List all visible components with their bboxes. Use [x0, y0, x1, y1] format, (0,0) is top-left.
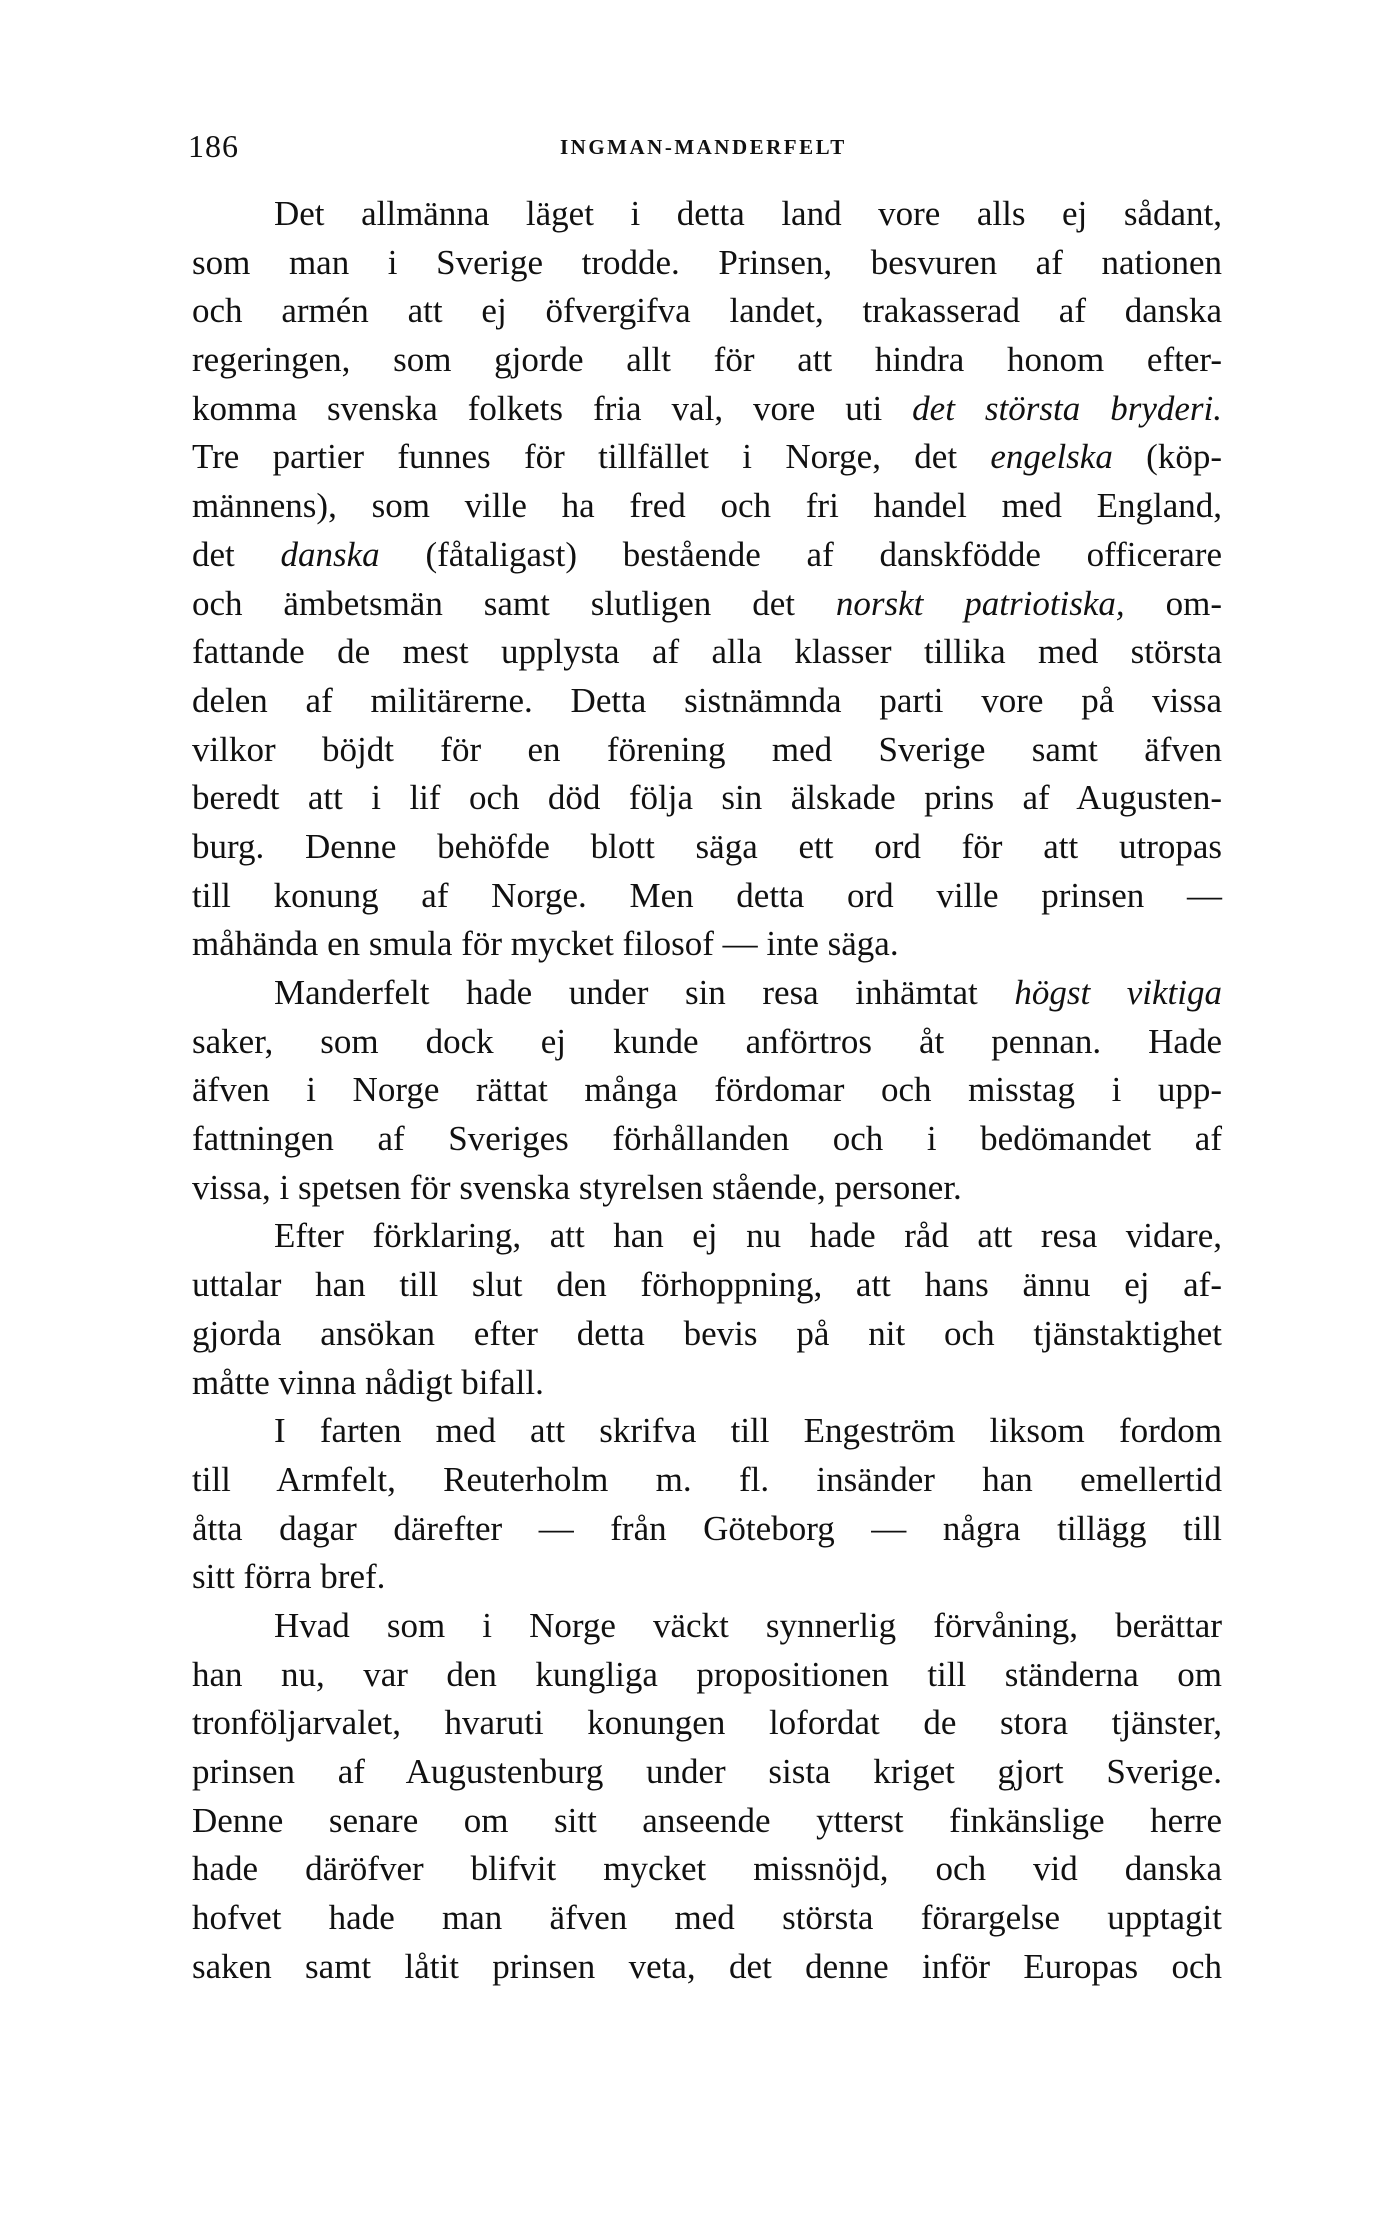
body-text [192, 190, 1222, 1991]
text-line [192, 1261, 1222, 1310]
text-line [192, 1212, 1222, 1261]
text-segment: om- [1124, 583, 1222, 623]
text-line [192, 385, 1222, 434]
text-segment: måhända en smula för mycket filosof — inte säga. [192, 924, 899, 964]
text-line [192, 628, 1222, 677]
text-line [192, 433, 1222, 482]
text-line [192, 1018, 1222, 1067]
text-line [192, 677, 1222, 726]
text-segment: saken samt låtit prinsen veta, det denne inför Europas och [192, 1946, 1222, 1986]
text-line [192, 580, 1222, 629]
text-segment: tronföljarvalet, hvaruti konungen lofordat de stora tjänster, [192, 1703, 1222, 1743]
text-segment: saker, som dock ej kunde anförtros åt pennan. Hade [192, 1021, 1222, 1061]
text-segment: uttalar han till slut den förhoppning, att hans ännu ej af- [192, 1265, 1222, 1305]
italic-text: det största bryderi. [912, 388, 1222, 428]
text-line [192, 1602, 1222, 1651]
text-segment: till Armfelt, Reuterholm m. fl. insänder han emellertid [192, 1459, 1222, 1499]
text-line [192, 1456, 1222, 1505]
text-line [192, 920, 1222, 969]
text-segment: Hvad som i Norge väckt synnerlig förvåning, berättar [274, 1605, 1222, 1645]
text-line [192, 1310, 1222, 1359]
text-segment: Efter förklaring, att han ej nu hade råd att resa vidare, [274, 1216, 1222, 1256]
text-line [192, 336, 1222, 385]
paragraph [192, 1212, 1222, 1407]
text-line [192, 823, 1222, 872]
text-segment: åtta dagar därefter — från Göteborg — några tillägg till [192, 1508, 1222, 1548]
text-segment: hade däröfver blifvit mycket missnöjd, och vid danska [192, 1849, 1222, 1889]
text-line [192, 1115, 1222, 1164]
text-segment: Denne senare om sitt anseende ytterst finkänslige herre [192, 1800, 1222, 1840]
paragraph [192, 1602, 1222, 1992]
paragraph [192, 1407, 1222, 1602]
text-segment: och ämbetsmän samt slutligen det [192, 583, 836, 623]
text-line [192, 1553, 1222, 1602]
text-line [192, 1894, 1222, 1943]
text-segment: och armén att ej öfvergifva landet, trakasserad af danska [192, 291, 1222, 331]
text-segment: som man i Sverige trodde. Prinsen, besvuren af nationen [192, 242, 1222, 282]
text-segment: burg. Denne behöfde blott säga ett ord för att utropas [192, 826, 1222, 866]
text-segment: vissa, i spetsen för svenska styrelsen stående, personer. [192, 1167, 962, 1207]
text-segment: Manderfelt hade under sin resa inhämtat [274, 973, 1015, 1012]
text-segment: (köp- [1112, 437, 1222, 477]
text-segment: det [192, 534, 281, 574]
text-line [192, 1651, 1222, 1700]
text-segment: hofvet hade man äfven med största förargelse upptagit [192, 1898, 1222, 1938]
running-head: INGMAN-MANDERFELT [560, 135, 847, 159]
text-line [192, 1748, 1222, 1797]
italic-text: norskt patriotiska, [835, 583, 1125, 623]
text-segment: regeringen, som gjorde allt för att hindra honom efter- [192, 340, 1222, 380]
text-segment: (fåtaligast) bestående af danskfödde officerare [379, 534, 1222, 574]
text-segment: delen af militärerne. Detta sistnämnda parti vore på vissa [192, 680, 1222, 720]
text-line [192, 287, 1222, 336]
text-segment: han nu, var den kungliga propositionen till ständerna om [192, 1654, 1222, 1694]
text-segment: äfven i Norge rättat många fördomar och misstag i upp- [192, 1070, 1222, 1110]
text-line [192, 969, 1222, 1018]
text-segment: sitt förra bref. [192, 1557, 386, 1597]
text-line [192, 1845, 1222, 1894]
text-line [192, 482, 1222, 531]
text-line [192, 1699, 1222, 1748]
text-segment: männens), som ville ha fred och fri handel med England, [192, 486, 1222, 526]
text-line [192, 1359, 1222, 1408]
text-segment: fattningen af Sveriges förhållanden och i bedömandet af [192, 1119, 1222, 1159]
text-line [192, 1943, 1222, 1992]
text-segment: Det allmänna läget i detta land vore alls ej sådant, [274, 194, 1222, 233]
text-line [192, 531, 1222, 580]
text-segment: Tre partier funnes för tillfället i Norge, det [192, 437, 991, 477]
text-line [192, 1505, 1222, 1554]
text-line [192, 1164, 1222, 1213]
text-segment: komma svenska folkets fria val, vore uti [192, 388, 913, 428]
text-segment: prinsen af Augustenburg under sista kriget gjort Sverige. [192, 1752, 1222, 1791]
text-line [192, 239, 1222, 288]
italic-text: danska [280, 534, 380, 574]
text-segment: måtte vinna nådigt bifall. [192, 1362, 544, 1402]
text-line [192, 872, 1222, 921]
italic-text: högst viktiga [1014, 973, 1222, 1012]
text-line [192, 1407, 1222, 1456]
text-line [192, 726, 1222, 775]
text-line [192, 1066, 1222, 1115]
text-line [192, 190, 1222, 239]
italic-text: engelska [990, 437, 1113, 477]
text-segment: I farten med att skrifva till Engeström liksom fordom [274, 1411, 1222, 1451]
paragraph [192, 969, 1222, 1212]
text-line [192, 774, 1222, 823]
text-segment: vilkor böjdt för en förening med Sverige samt äfven [192, 729, 1222, 769]
text-segment: gjorda ansökan efter detta bevis på nit och tjänstaktighet [192, 1313, 1222, 1353]
text-segment: beredt att i lif och död följa sin älskade prins af Augusten- [192, 778, 1222, 818]
text-segment: fattande de mest upplysta af alla klasser tillika med största [192, 632, 1222, 672]
text-segment: till konung af Norge. Men detta ord ville prinsen — [192, 875, 1222, 915]
text-line [192, 1797, 1222, 1846]
page-number: 186 [188, 128, 239, 164]
paragraph [192, 190, 1222, 969]
